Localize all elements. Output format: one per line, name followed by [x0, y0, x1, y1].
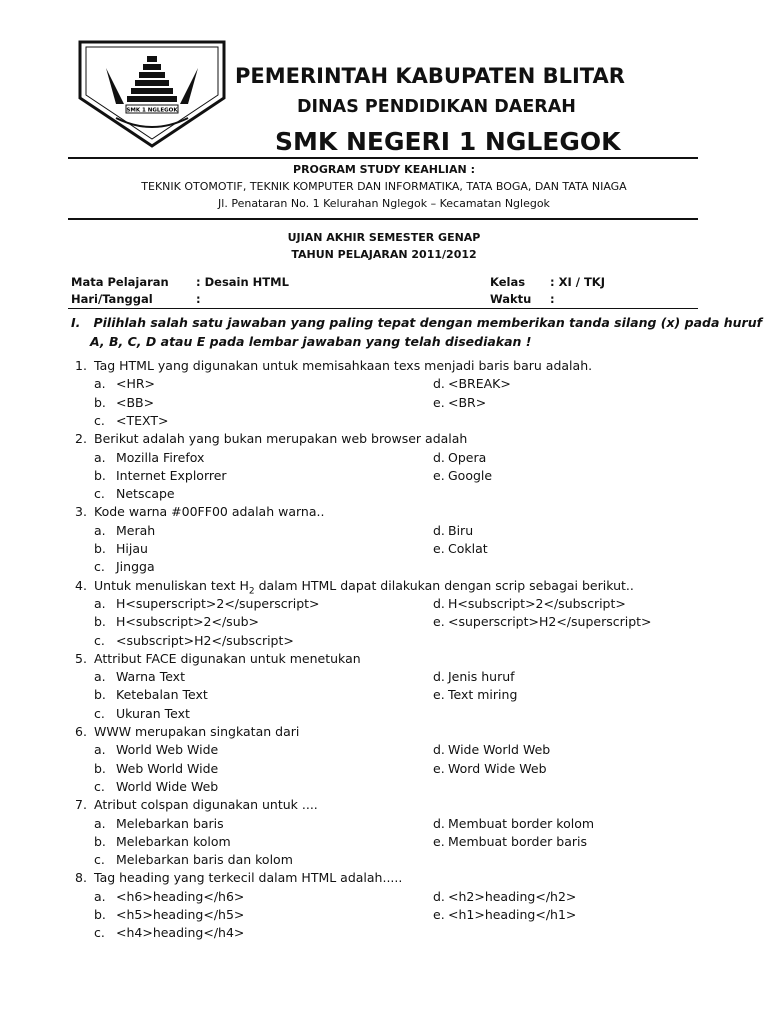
option-e: Word Wide Web: [448, 760, 547, 776]
option-letter-d: d.: [433, 742, 445, 758]
question-text: Atribut colspan digunakan untuk ....: [94, 797, 318, 813]
option-letter-e: e.: [433, 541, 445, 556]
option-letter-b: b.: [94, 687, 106, 703]
header-rule-top: [68, 157, 698, 159]
option-letter-d: d.: [433, 376, 445, 392]
option-c: <h4>heading</h4>: [116, 925, 245, 941]
option-letter-e: e.: [433, 614, 445, 630]
question-text: Kode warna #00FF00 adalah warna..: [94, 504, 325, 520]
instruction-number: I.: [71, 315, 81, 330]
option-letter-e: e.: [433, 467, 445, 483]
class-value: : XI / TKJ: [550, 275, 605, 289]
question-number: 4.: [75, 577, 87, 593]
option-b: Internet Explorrer: [116, 467, 227, 483]
option-d: Opera: [448, 449, 487, 465]
option-a: <HR>: [116, 376, 156, 392]
option-letter-a: a.: [94, 376, 106, 392]
option-c: Melebarkan baris dan kolom: [116, 852, 293, 868]
option-c: Ukuran Text: [116, 705, 190, 721]
question-text: Tag heading yang terkecil dalam HTML adalah.....: [94, 870, 403, 886]
option-letter-b: b.: [94, 541, 106, 556]
option-letter-a: a.: [94, 449, 106, 465]
option-b: <BB>: [116, 394, 155, 410]
option-letter-a: a.: [94, 888, 106, 904]
option-c: <subscript>H2</subscript>: [116, 632, 294, 648]
option-letter-c: c.: [94, 486, 105, 502]
option-b: Melebarkan kolom: [116, 833, 231, 849]
option-letter-e: e.: [433, 760, 445, 776]
option-letter-a: a.: [94, 522, 106, 538]
option-c: Jingga: [116, 559, 155, 575]
option-letter-c: c.: [94, 852, 105, 868]
option-letter-c: c.: [94, 925, 105, 941]
option-a: <h6>heading</h6>: [116, 888, 245, 904]
instruction: [71, 314, 763, 351]
date-label: Hari/Tanggal: [71, 292, 153, 306]
option-letter-c: c.: [94, 412, 105, 428]
instruction-line1: Pilihlah salah satu jawaban yang paling tepat dengan memberikan tanda silang (x) pada huruf: [93, 315, 763, 330]
question-number: 8.: [75, 870, 87, 886]
option-letter-c: c.: [94, 705, 105, 721]
option-letter-b: b.: [94, 833, 106, 849]
question-text-part: dalam HTML dapat dilakukan dengan scrip sebagai berikut..: [254, 577, 634, 593]
time-value: :: [550, 292, 555, 306]
option-a: World Web Wide: [116, 742, 219, 758]
option-letter-d: d.: [433, 449, 445, 465]
option-b: <h5>heading</h5>: [116, 907, 245, 922]
option-c: <TEXT>: [116, 412, 169, 428]
option-letter-a: a.: [94, 742, 106, 758]
option-letter-b: b.: [94, 907, 106, 922]
header-department: DINAS PENDIDIKAN DAERAH: [297, 97, 576, 117]
question-text: WWW merupakan singkatan dari: [94, 724, 300, 739]
option-b: Hijau: [116, 541, 148, 556]
option-a: Melebarkan baris: [116, 815, 224, 831]
option-b: H<subscript>2</sub>: [116, 614, 260, 630]
option-letter-d: d.: [433, 888, 445, 904]
school-address: Jl. Penataran No. 1 Kelurahan Nglegok – Kecamatan Nglegok: [218, 197, 550, 210]
option-e: Membuat border baris: [448, 833, 588, 849]
option-d: Wide World Web: [448, 742, 551, 758]
meta-rule: [68, 308, 698, 309]
time-label: Waktu: [490, 292, 532, 306]
option-letter-c: c.: [94, 559, 105, 575]
program-list: TEKNIK OTOMOTIF, TEKNIK KOMPUTER DAN INFORMATIKA, TATA BOGA, DAN TATA NIAGA: [141, 180, 627, 193]
option-letter-b: b.: [94, 467, 106, 483]
option-d: Membuat border kolom: [448, 815, 595, 831]
option-a: Warna Text: [116, 669, 185, 685]
option-letter-c: c.: [94, 778, 105, 794]
question-text: [94, 578, 634, 597]
question-text-subscript: 2: [248, 586, 255, 597]
option-d: H<subscript>2</subscript>: [448, 595, 626, 611]
question-number: 1.: [75, 358, 87, 373]
option-b: Web World Wide: [116, 760, 219, 776]
school-logo: [76, 38, 228, 150]
option-letter-d: d.: [433, 522, 445, 538]
option-letter-a: a.: [94, 595, 106, 611]
option-d: Biru: [448, 522, 474, 538]
option-d: Jenis huruf: [448, 669, 515, 685]
option-d: <BREAK>: [448, 376, 511, 392]
question-number: 5.: [75, 650, 87, 666]
option-letter-e: e.: [433, 833, 445, 849]
option-letter-a: a.: [94, 815, 106, 831]
header-school-name: SMK NEGERI 1 NGLEGOK: [275, 127, 621, 156]
question-number: 6.: [75, 724, 87, 739]
question-number: 2.: [75, 431, 87, 447]
question-text-part: Untuk menuliskan text H: [94, 577, 249, 593]
subject-value: : Desain HTML: [196, 275, 289, 289]
question-text: Berikut adalah yang bukan merupakan web browser adalah: [94, 431, 468, 447]
question-text: Tag HTML yang digunakan untuk memisahkaan texs menjadi baris baru adalah.: [94, 358, 593, 373]
logo-text: SMK 1 NGLEGOK: [126, 107, 178, 114]
exam-title: UJIAN AKHIR SEMESTER GENAP: [287, 231, 481, 244]
option-d: <h2>heading</h2>: [448, 888, 577, 904]
question-number: 7.: [75, 797, 87, 813]
option-letter-d: d.: [433, 595, 445, 611]
option-a: Mozilla Firefox: [116, 449, 205, 465]
option-letter-b: b.: [94, 760, 106, 776]
date-value: :: [196, 292, 201, 306]
option-a: Merah: [116, 522, 156, 538]
option-e: <BR>: [448, 394, 487, 410]
class-label: Kelas: [490, 275, 526, 289]
option-c: Netscape: [116, 486, 175, 502]
instruction-line2: A, B, C, D atau E pada lembar jawaban yang telah disediakan !: [90, 333, 532, 349]
option-letter-b: b.: [94, 614, 106, 630]
option-letter-d: d.: [433, 669, 445, 685]
option-e: Text miring: [448, 687, 518, 703]
option-c: World Wide Web: [116, 778, 219, 794]
option-letter-d: d.: [433, 815, 445, 831]
header-government: PEMERINTAH KABUPATEN BLITAR: [235, 64, 625, 88]
option-letter-e: e.: [433, 687, 445, 703]
option-letter-e: e.: [433, 907, 445, 922]
exam-year: TAHUN PELAJARAN 2011/2012: [291, 248, 477, 261]
option-letter-b: b.: [94, 394, 106, 410]
question-number: 3.: [75, 504, 87, 520]
option-letter-c: c.: [94, 632, 105, 648]
subject-label: Mata Pelajaran: [71, 275, 169, 289]
program-title: PROGRAM STUDY KEAHLIAN :: [293, 163, 475, 176]
option-e: <superscript>H2</superscript>: [448, 614, 652, 630]
option-b: Ketebalan Text: [116, 687, 208, 703]
question-text: Attribut FACE digunakan untuk menetukan: [94, 650, 361, 666]
option-letter-a: a.: [94, 669, 106, 685]
option-letter-e: e.: [433, 394, 445, 410]
option-e: Coklat: [448, 541, 488, 556]
option-e: <h1>heading</h1>: [448, 907, 577, 922]
option-a: H<superscript>2</superscript>: [116, 595, 320, 611]
header-rule-bottom: [68, 218, 698, 220]
option-e: Google: [448, 467, 493, 483]
